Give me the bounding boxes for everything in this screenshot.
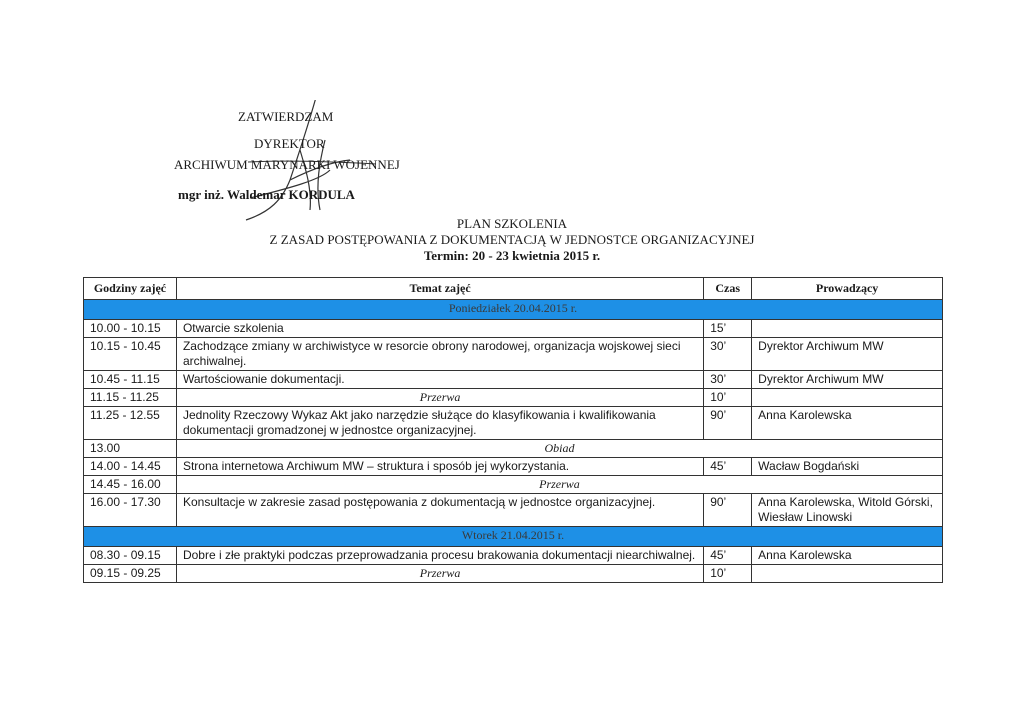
- cell-lecturer: Anna Karolewska: [752, 407, 943, 440]
- day-label: Poniedziałek 20.04.2015 r.: [84, 300, 943, 320]
- plan-heading: [0, 216, 1024, 264]
- cell-duration: 45’: [704, 458, 752, 476]
- cell-lecturer: Dyrektor Archiwum MW: [752, 371, 943, 389]
- cell-topic: Zachodzące zmiany w archiwistyce w resorcie obrony narodowej, organizacja wojskowej sieci archiwalnej.: [176, 338, 703, 371]
- cell-topic: Wartościowanie dokumentacji.: [176, 371, 703, 389]
- table-row: [84, 458, 943, 476]
- cell-time: 16.00 - 17.30: [84, 494, 177, 527]
- cell-lecturer: [752, 320, 943, 338]
- day-band-monday: [84, 300, 943, 320]
- table-row: [84, 407, 943, 440]
- cell-lecturer: [752, 565, 943, 583]
- header-hours: Godziny zajęć: [84, 278, 177, 300]
- cell-duration: 90’: [704, 407, 752, 440]
- cell-duration: 10’: [704, 389, 752, 407]
- cell-topic-break: Przerwa: [176, 476, 942, 494]
- cell-topic-break: Przerwa: [176, 565, 703, 583]
- cell-duration: 45’: [704, 547, 752, 565]
- cell-topic-lunch: Obiad: [176, 440, 942, 458]
- cell-topic: Strona internetowa Archiwum MW – struktura i sposób jej wykorzystania.: [176, 458, 703, 476]
- cell-duration: 15’: [704, 320, 752, 338]
- table-header-row: [84, 278, 943, 300]
- table-row: [84, 320, 943, 338]
- cell-lecturer: Anna Karolewska, Witold Górski, Wiesław Linowski: [752, 494, 943, 527]
- cell-topic-break: Przerwa: [176, 389, 703, 407]
- cell-duration: 30’: [704, 338, 752, 371]
- schedule-table: [83, 277, 943, 583]
- approval-signatory: mgr inż. Waldemar KORDULA: [178, 187, 355, 202]
- cell-time: 14.45 - 16.00: [84, 476, 177, 494]
- cell-lecturer: [752, 389, 943, 407]
- cell-duration: 30’: [704, 371, 752, 389]
- cell-duration: 90’: [704, 494, 752, 527]
- cell-duration: 10’: [704, 565, 752, 583]
- approval-title: ZATWIERDZAM: [238, 109, 334, 124]
- table-row: [84, 371, 943, 389]
- approval-stamp: [150, 100, 450, 230]
- cell-time: 09.15 - 09.25: [84, 565, 177, 583]
- plan-subtitle: Z ZASAD POSTĘPOWANIA Z DOKUMENTACJĄ W JEDNOSTCE ORGANIZACYJNEJ: [269, 232, 755, 247]
- cell-time: 10.45 - 11.15: [84, 371, 177, 389]
- cell-time: 08.30 - 09.15: [84, 547, 177, 565]
- table-row: [84, 389, 943, 407]
- approval-institution: ARCHIWUM MARYNARKI WOJENNEJ: [174, 157, 400, 172]
- cell-topic: Otwarcie szkolenia: [176, 320, 703, 338]
- table-row: [84, 440, 943, 458]
- cell-time: 10.15 - 10.45: [84, 338, 177, 371]
- approval-position: DYREKTOR: [254, 136, 325, 151]
- day-label: Wtorek 21.04.2015 r.: [84, 527, 943, 547]
- table-row: [84, 476, 943, 494]
- cell-time: 13.00: [84, 440, 177, 458]
- table-row: [84, 338, 943, 371]
- cell-time: 14.00 - 14.45: [84, 458, 177, 476]
- cell-time: 11.15 - 11.25: [84, 389, 177, 407]
- table-row: [84, 565, 943, 583]
- cell-topic: Jednolity Rzeczowy Wykaz Akt jako narzędzie służące do klasyfikowania i kwalifikowania dokumentacji gromadzonej w jednostce organizacyjnej.: [176, 407, 703, 440]
- cell-topic: Dobre i złe praktyki podczas przeprowadzania procesu brakowania dokumentacji niearchiwalnej.: [176, 547, 703, 565]
- cell-time: 10.00 - 10.15: [84, 320, 177, 338]
- cell-lecturer: Anna Karolewska: [752, 547, 943, 565]
- plan-title: PLAN SZKOLENIA: [456, 216, 568, 231]
- header-topic: Temat zajęć: [176, 278, 703, 300]
- day-band-tuesday: [84, 527, 943, 547]
- cell-lecturer: Dyrektor Archiwum MW: [752, 338, 943, 371]
- cell-time: 11.25 - 12.55: [84, 407, 177, 440]
- cell-topic: Konsultacje w zakresie zasad postępowania z dokumentacją w jednostce organizacyjnej.: [176, 494, 703, 527]
- cell-lecturer: Wacław Bogdański: [752, 458, 943, 476]
- header-duration: Czas: [704, 278, 752, 300]
- table-row: [84, 547, 943, 565]
- header-lecturer: Prowadzący: [752, 278, 943, 300]
- plan-term: Termin: 20 - 23 kwietnia 2015 r.: [423, 248, 601, 263]
- table-row: [84, 494, 943, 527]
